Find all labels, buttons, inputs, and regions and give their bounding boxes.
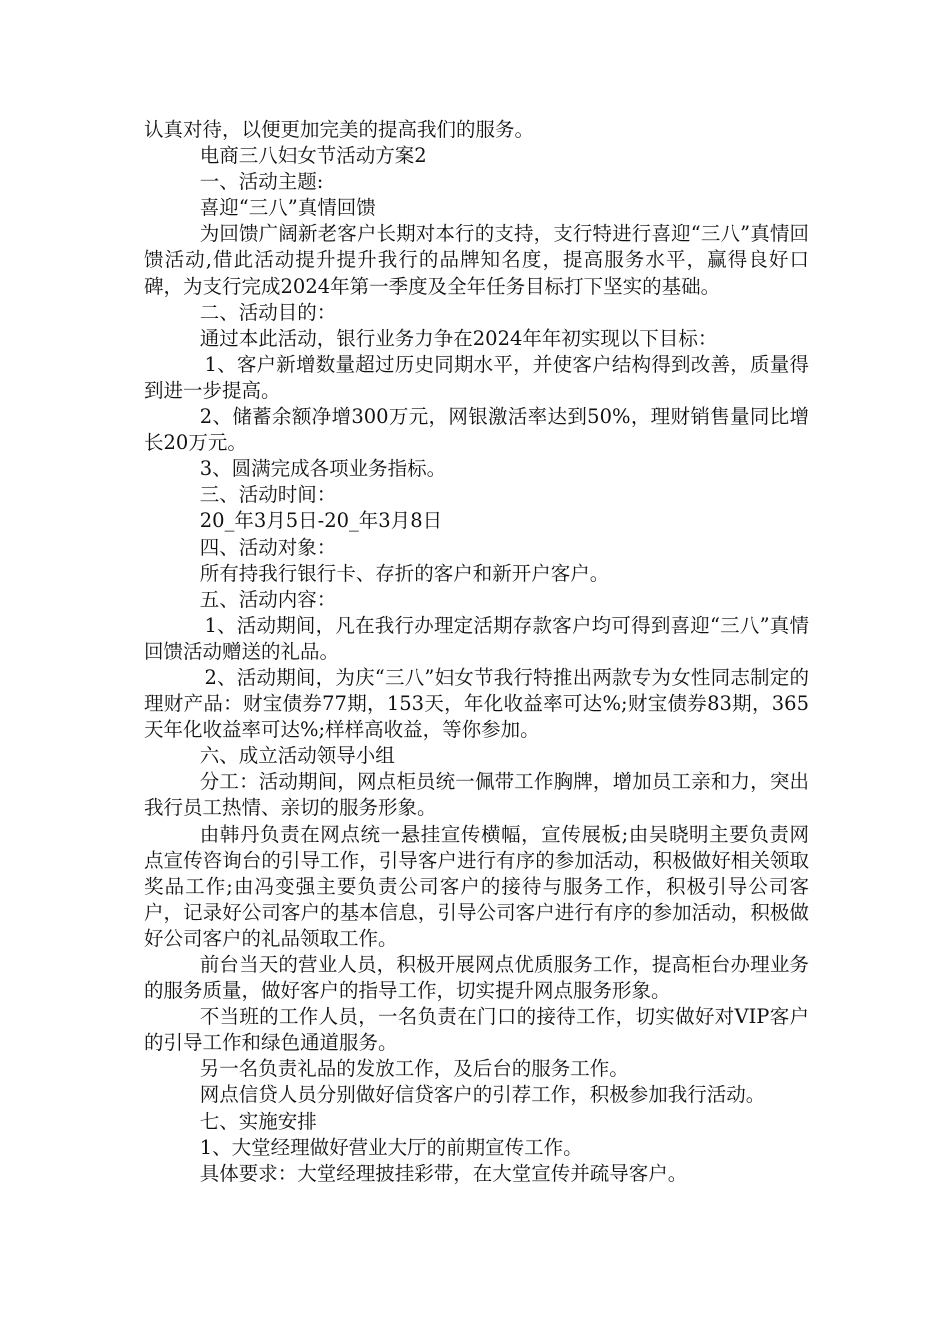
paragraph-goal-3: 3、圆满完成各项业务指标。 bbox=[199, 457, 447, 481]
paragraph-target-customers: 所有持我行银行卡、存折的客户和新开户客户。 bbox=[199, 561, 610, 585]
paragraph-time-range: 20_年3月5日-20_年3月8日 bbox=[199, 509, 443, 533]
paragraph-content-1: 1、活动期间，凡在我行办理定活期存款客户均可得到喜迎“三八”真情回馈活动赠送的礼品。 bbox=[144, 613, 809, 663]
heading-activity-theme: 一、活动主题: bbox=[199, 170, 324, 194]
paragraph-purpose-intro: 通过本此活动，银行业务力争在2024年年初实现以下目标： bbox=[199, 326, 718, 350]
paragraph-theme-description: 为回馈广阔新老客户长期对本行的支持，支行特进行喜迎“三八”真情回馈活动,借此活动提升提升我行的品牌知名度，提高服务水平，赢得良好口碑，为支行完成2024年第一季度及全年任务目标打下坚实的基础。 bbox=[144, 222, 809, 298]
paragraph-theme-slogan: 喜迎“三八”真情回馈 bbox=[199, 196, 376, 220]
heading-leadership-group: 六、成立活动领导小组 bbox=[199, 744, 395, 768]
paragraph-credit-staff: 网点信贷人员分别做好信贷客户的引荐工作，积极参加我行活动。 bbox=[199, 1083, 766, 1107]
paragraph-service-closing: 认真对待，以便更加完美的提高我们的服务。 bbox=[144, 118, 535, 141]
paragraph-off-duty-staff: 不当班的工作人员，一名负责在门口的接待工作，切实做好对VIP客户的引导工作和绿色通道服务。 bbox=[144, 1005, 809, 1055]
paragraph-goal-1: 1、客户新增数量超过历史同期水平，并使客户结构得到改善，质量得到进一步提高。 bbox=[144, 352, 809, 402]
paragraph-division-of-labor: 分工：活动期间，网点柜员统一佩带工作胸牌，增加员工亲和力，突出我行员工热情、亲切的服务形象。 bbox=[144, 770, 809, 820]
paragraph-requirements: 具体要求：大堂经理披挂彩带，在大堂宣传并疏导客户。 bbox=[199, 1161, 688, 1185]
section-title-plan-2: 电商三八妇女节活动方案2 bbox=[199, 144, 427, 168]
document-body bbox=[144, 117, 809, 1187]
paragraph-front-desk: 前台当天的营业人员，积极开展网点优质服务工作，提高柜台办理业务的服务质量，做好客户的指导工作，切实提升网点服务形象。 bbox=[144, 953, 809, 1003]
heading-activity-target: 四、活动对象： bbox=[199, 535, 337, 559]
heading-activity-time: 三、活动时间： bbox=[199, 483, 337, 507]
paragraph-responsibilities: 由韩丹负责在网点统一悬挂宣传横幅，宣传展板;由吴晓明主要负责网点宣传咨询台的引导工作，引导客户进行有序的参加活动，积极做好相关领取奖品工作;由冯变强主要负责公司客户的接待与服务工作，积极引导公司客户，记录好公司客户的基本信息，引导公司客户进行有序的参加活动，积极做好公司客户的礼品领取工作。 bbox=[144, 822, 809, 950]
heading-activity-content: 五、活动内容： bbox=[199, 587, 337, 611]
heading-activity-purpose: 二、活动目的： bbox=[199, 300, 337, 324]
paragraph-lobby-manager: 1、大堂经理做好营业大厅的前期宣传工作。 bbox=[199, 1135, 583, 1159]
heading-implementation: 七、实施安排 bbox=[199, 1109, 317, 1133]
paragraph-gift-distribution: 另一名负责礼品的发放工作，及后台的服务工作。 bbox=[199, 1057, 629, 1081]
paragraph-content-2: 2、活动期间，为庆“三八”妇女节我行特推出两款专为女性同志制定的理财产品：财宝债券77期，153天，年化收益率可达%;财宝债券83期，365天年化收益率可达%;样样高收益，等你参加。 bbox=[144, 665, 809, 742]
paragraph-goal-2: 2、储蓄余额净增300万元，网银激活率达到50%，理财销售量同比增长20万元。 bbox=[144, 405, 809, 455]
